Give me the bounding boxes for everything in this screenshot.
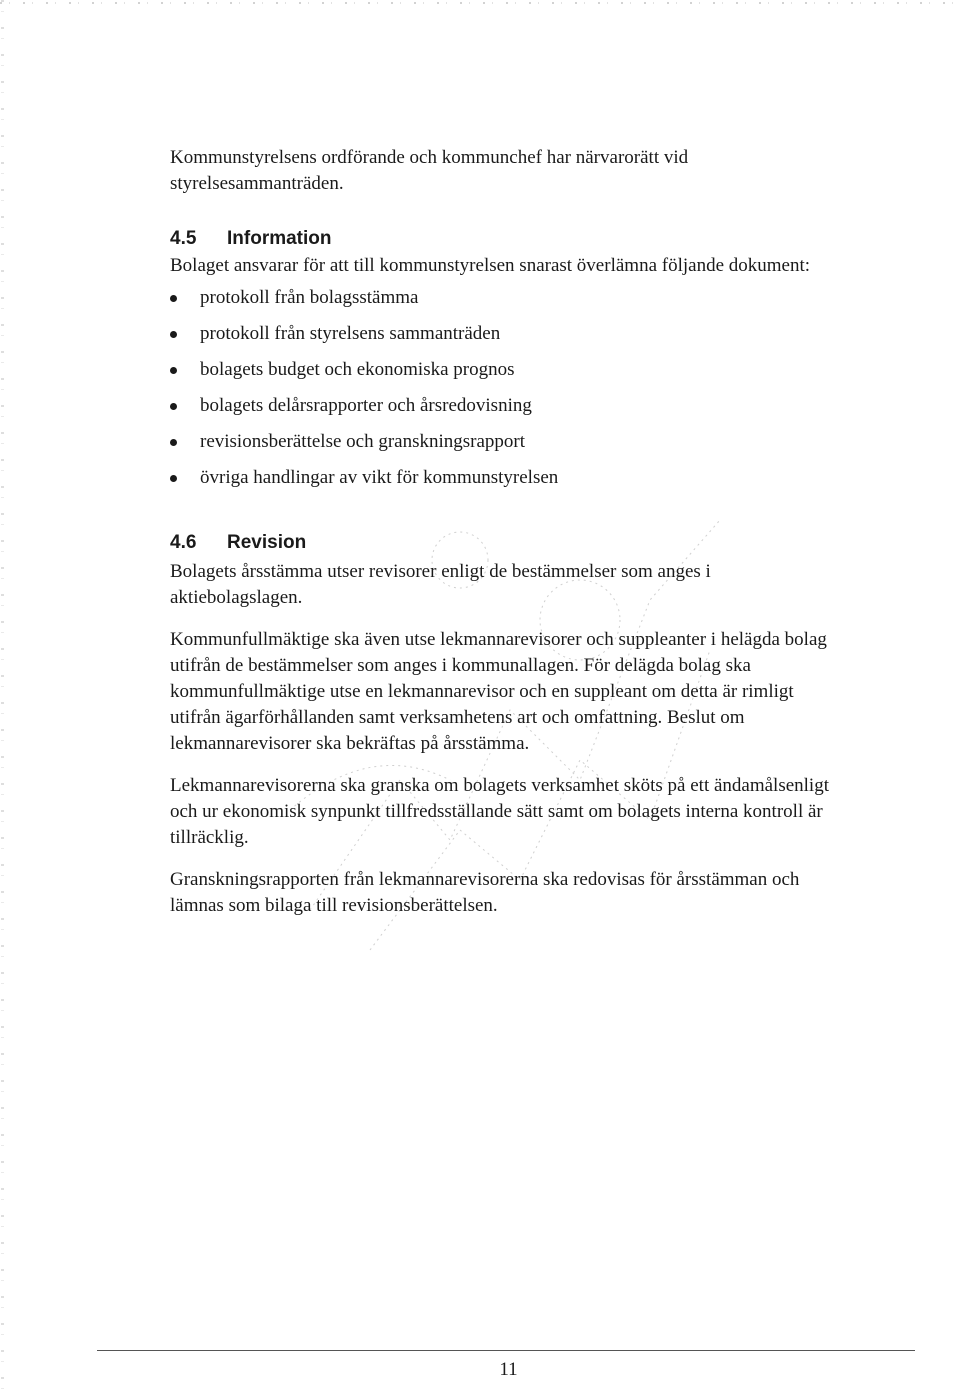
bullet-icon — [170, 367, 177, 374]
document-body — [170, 145, 830, 935]
bullet-icon — [170, 439, 177, 446]
bullet-icon — [170, 331, 177, 338]
page-number: 11 — [499, 1359, 518, 1380]
list-item: protokoll från bolagsstämma — [170, 285, 830, 321]
scan-edge-left — [1, 0, 4, 1399]
section-number: 4.5 — [170, 228, 197, 249]
revision-paragraph-2: Kommunfullmäktige ska även utse lekmannarevisorer och suppleanter i helägda bolag utifrån de bestämmelser som anges i kommunallagen. För delägda bolag ska kommunfullmäktige utse en lekmannarevisor och en suppleant om detta är rimligt utifrån ägarförhållanden samt verksamhetens art och omfattning. Beslut om lekmannarevisorer ska bekräftas på årsstämma. — [170, 629, 827, 754]
footer-divider — [97, 1350, 915, 1351]
revision-paragraph-4: Granskningsrapporten från lekmannarevisorerna ska redovisas för årsstämman och lämnas som bilaga till revisionsberättelsen. — [170, 869, 800, 916]
list-item: bolagets budget och ekonomiska prognos — [170, 357, 830, 393]
list-item: revisionsberättelse och granskningsrapport — [170, 429, 830, 465]
section-number: 4.6 — [170, 532, 197, 553]
bullet-icon — [170, 475, 177, 482]
bullet-icon — [170, 295, 177, 302]
section-title: Revision — [227, 532, 307, 553]
intro-paragraph: Kommunstyrelsens ordförande och kommunchef har närvarorätt vid styrelsesammanträden. — [170, 147, 689, 194]
list-item: övriga handlingar av vikt för kommunstyrelsen — [170, 465, 830, 501]
information-paragraph: Bolaget ansvarar för att till kommunstyrelsen snarast överlämna följande dokument: — [170, 255, 811, 276]
section-title: Information — [227, 228, 332, 249]
section-heading-revision — [170, 531, 830, 555]
bullet-icon — [170, 403, 177, 410]
revision-paragraph-1: Bolagets årsstämma utser revisorer enligt de bestämmelser som anges i aktiebolagslagen. — [170, 561, 711, 608]
scan-edge-top — [0, 2, 960, 4]
revision-paragraph-3: Lekmannarevisorerna ska granska om bolagets verksamhet sköts på ett ändamålsenligt och ur ekonomisk synpunkt tillfredsställande sätt samt om bolagets interna kontroll är tillräcklig. — [170, 775, 829, 848]
list-item: bolagets delårsrapporter och årsredovisning — [170, 393, 830, 429]
document-list — [170, 285, 830, 501]
list-item: protokoll från styrelsens sammanträden — [170, 321, 830, 357]
section-heading-information — [170, 227, 830, 251]
